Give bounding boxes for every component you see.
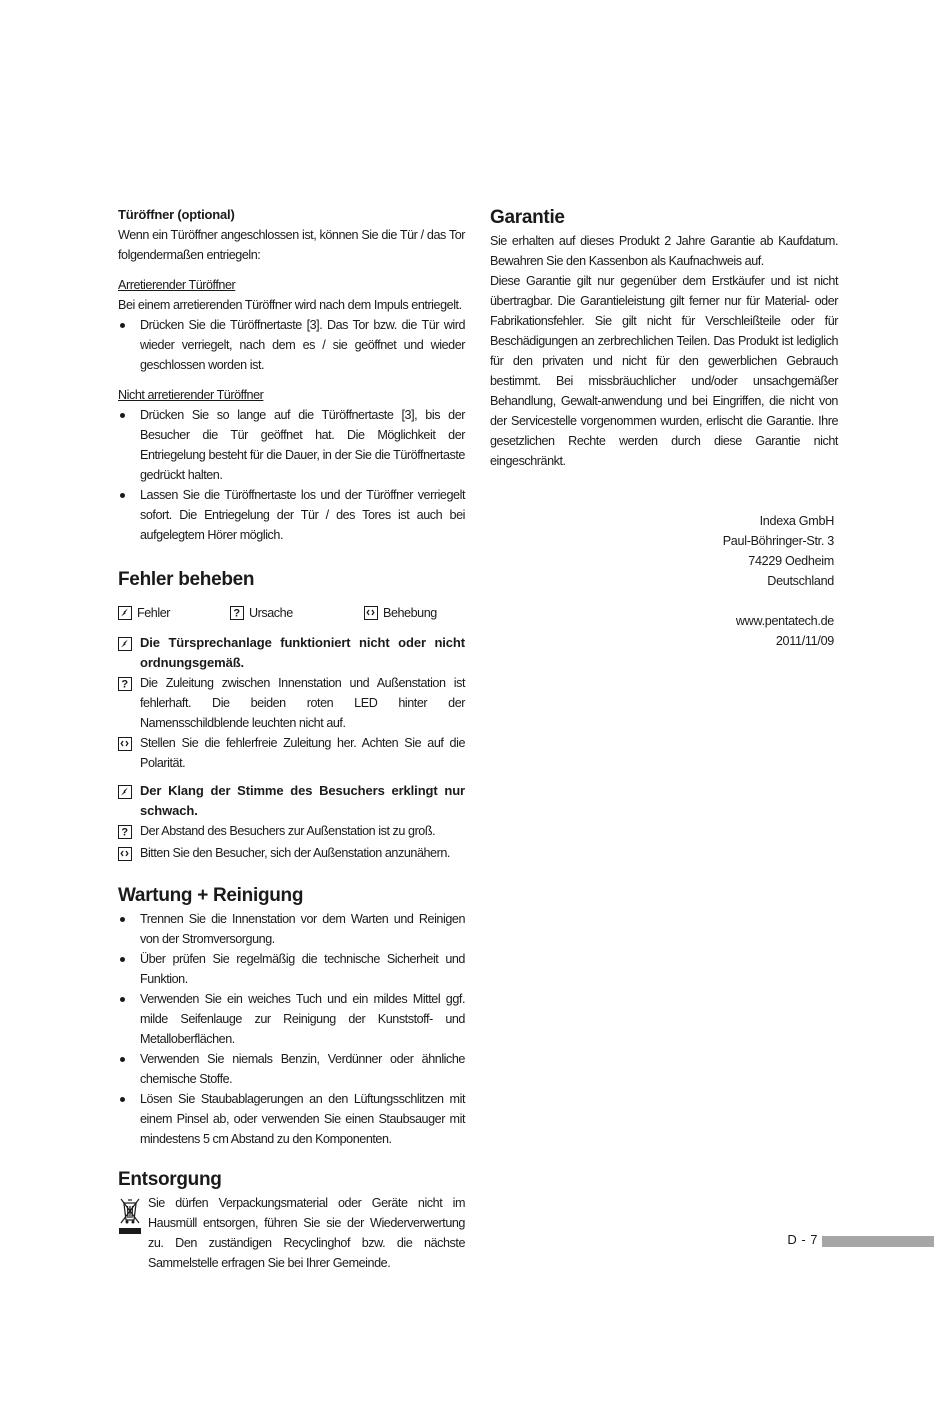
company-city: 74229 Oedheim bbox=[748, 554, 834, 568]
door-opener-title: Türöffner (optional) bbox=[118, 207, 235, 222]
remedy-icon bbox=[118, 847, 132, 861]
nonlatching-bullets bbox=[118, 405, 465, 545]
document-date: 2011/11/09 bbox=[775, 634, 834, 648]
remedy-row: Stellen Sie die fehlerfreie Zuleitung her. Achten Sie auf die Polarität. bbox=[118, 733, 465, 773]
troubleshooting-item-1 bbox=[118, 633, 465, 773]
company-country: Deutschland bbox=[767, 574, 834, 588]
svg-text:?: ? bbox=[233, 607, 240, 618]
svg-text:?: ? bbox=[121, 826, 128, 837]
list-item: Drücken Sie die Türöffnertaste [3]. Das Tor bzw. die Tür wird wieder verriegelt, nach dem es / sie geöffnet und wieder geschlossen worden ist. bbox=[118, 315, 465, 375]
lightning-icon bbox=[118, 606, 132, 620]
question-icon bbox=[118, 677, 132, 691]
troubleshooting-legend bbox=[118, 603, 465, 623]
company-website: www.pentatech.de bbox=[735, 614, 834, 628]
legend-fault: Fehler bbox=[118, 603, 230, 623]
list-item: Drücken Sie so lange auf die Türöffnertaste [3], bis der Besucher die Tür geöffnet hat. Die Möglichkeit der Entriegelung besteht für die Dauer, in der Sie die Türöffnertaste gedrückt halten. bbox=[118, 405, 465, 485]
page-bar bbox=[822, 1236, 934, 1247]
cause-row: ? Die Zuleitung zwischen Innenstation und Außenstation ist fehlerhaft. Die beiden roten LED hinter der Namensschildblende leuchten nicht auf. bbox=[118, 673, 465, 733]
fault-row: Die Türsprechanlage funktioniert nicht oder nicht ordnungsgemäß. bbox=[118, 633, 465, 673]
latching-bullets bbox=[118, 315, 465, 375]
crossed-bin-icon bbox=[118, 1195, 142, 1237]
latching-heading: Arretierender Türöffner bbox=[118, 278, 236, 292]
lightning-icon bbox=[118, 637, 132, 651]
warranty-title: Garantie bbox=[490, 207, 565, 228]
cause-row: ? Der Abstand des Besuchers zur Außenstation ist zu groß. bbox=[118, 821, 465, 843]
maintenance-title: Wartung + Reinigung bbox=[118, 885, 304, 906]
disposal-block bbox=[118, 1193, 465, 1273]
nonlatching-heading: Nicht arretierender Türöffner bbox=[118, 388, 264, 402]
troubleshooting-item-2 bbox=[118, 781, 465, 865]
list-item: Verwenden Sie niemals Benzin, Verdünner oder ähnliche chemische Stoffe. bbox=[118, 1049, 465, 1089]
right-column bbox=[490, 205, 838, 651]
maintenance-bullets bbox=[118, 909, 465, 1149]
left-column bbox=[118, 205, 465, 1273]
company-name: Indexa GmbH bbox=[759, 514, 834, 528]
list-item: Trennen Sie die Innenstation vor dem Warten und Reinigen von der Stromversorgung. bbox=[118, 909, 465, 949]
list-item: Über prüfen Sie regelmäßig die technische Sicherheit und Funktion. bbox=[118, 949, 465, 989]
remedy-icon bbox=[118, 737, 132, 751]
question-icon bbox=[230, 606, 244, 620]
list-item: Verwenden Sie ein weiches Tuch und ein mildes Mittel ggf. milde Seifenlauge zur Reinigung der Kunststoff- und Metalloberflächen. bbox=[118, 989, 465, 1049]
remedy-icon bbox=[364, 606, 378, 620]
legend-remedy: Behebung bbox=[364, 603, 437, 623]
company-address bbox=[490, 511, 838, 651]
troubleshooting-title: Fehler beheben bbox=[118, 569, 255, 590]
lightning-icon bbox=[118, 785, 132, 799]
question-icon bbox=[118, 825, 132, 839]
warranty-paragraph-2: Diese Garantie gilt nur gegenüber dem Erstkäufer und ist nicht übertragbar. Die Garantieleistung gilt ferner nur für Material- oder Fabrikationsfehler. Sie gilt nicht für Verschleißteile oder für Beschädigungen an zerbrechlichen Teilen. Das Produkt ist lediglich für den privaten und nicht für den gewerblichen Gebrauch bestimmt. Bei missbräuchlicher und/oder unsachgemäßer Behandlung, Gewalt-anwendung und bei Eingriffen, die nicht von der Servicestelle vorgenommen wurden, erlischt die Garantie. Ihre gesetzlichen Rechte werden durch diese Garantie nicht eingeschränkt. bbox=[490, 274, 838, 468]
disposal-text: Sie dürfen Verpackungsmaterial oder Geräte nicht im Hausmüll entsorgen, führen Sie sie der Wiederverwertung zu. Den zuständigen Recyclinghof bzw. die nächste Sammelstelle erfragen Sie bei Ihrer Gemeinde. bbox=[148, 1196, 465, 1270]
company-street: Paul-Böhringer-Str. 3 bbox=[722, 534, 834, 548]
fault-row: Der Klang der Stimme des Besuchers erklingt nur schwach. bbox=[118, 781, 465, 821]
list-item: Lassen Sie die Türöffnertaste los und der Türöffner verriegelt sofort. Die Entriegelung der Tür / des Tores ist auch bei aufgelegtem Hörer möglich. bbox=[118, 485, 465, 545]
svg-text:?: ? bbox=[121, 678, 128, 689]
legend-cause: ? Ursache bbox=[230, 603, 364, 623]
warranty-paragraph-1: Sie erhalten auf dieses Produkt 2 Jahre Garantie ab Kaufdatum. Bewahren Sie den Kassenbon als Kaufnachweis auf. bbox=[490, 234, 838, 268]
door-opener-intro: Wenn ein Türöffner angeschlossen ist, können Sie die Tür / das Tor folgendermaßen entriegeln: bbox=[118, 228, 465, 262]
disposal-title: Entsorgung bbox=[118, 1169, 222, 1190]
remedy-row: Bitten Sie den Besucher, sich der Außenstation anzunähern. bbox=[118, 843, 465, 865]
page-number: D - 7 bbox=[787, 1232, 818, 1247]
latching-text: Bei einem arretierenden Türöffner wird nach dem Impuls entriegelt. bbox=[118, 298, 462, 312]
list-item: Lösen Sie Staubablagerungen an den Lüftungsschlitzen mit einem Pinsel ab, oder verwenden Sie einen Staubsauger mit mindestens 5 cm Abstand zu den Komponenten. bbox=[118, 1089, 465, 1149]
